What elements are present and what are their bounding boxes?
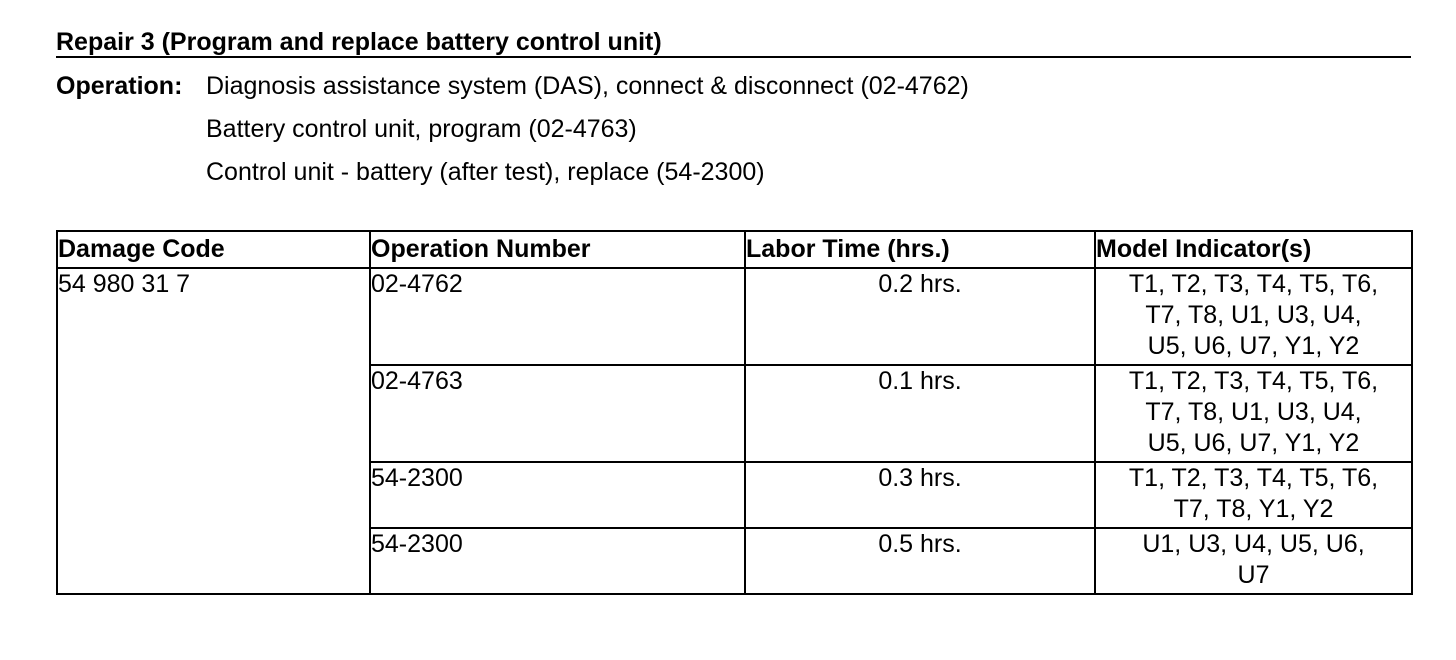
- model-indicators-line: T7, T8, U1, U3, U4,: [1145, 398, 1362, 426]
- model-indicators-line: T7, T8, U1, U3, U4,: [1145, 301, 1362, 329]
- labor-time-cell: 0.5 hrs.: [745, 528, 1095, 594]
- header-operation-number: Operation Number: [370, 231, 745, 268]
- operation-line-2: Battery control unit, program (02-4763): [206, 115, 637, 143]
- model-indicators-line: U7: [1237, 561, 1270, 589]
- operation-number-cell: 02-4762: [370, 268, 745, 365]
- labor-time-cell: 0.2 hrs.: [745, 268, 1095, 365]
- model-indicators-line: T1, T2, T3, T4, T5, T6,: [1128, 367, 1379, 395]
- model-indicators-line: T7, T8, Y1, Y2: [1173, 495, 1334, 523]
- labor-time-cell: 0.1 hrs.: [745, 365, 1095, 462]
- model-indicators-cell: [1095, 462, 1412, 528]
- model-indicators-cell: [1095, 365, 1412, 462]
- operation-number-cell: 54-2300: [370, 462, 745, 528]
- header-labor-time: Labor Time (hrs.): [745, 231, 1095, 268]
- model-indicators-cell: [1095, 528, 1412, 594]
- operation-number-cell: 02-4763: [370, 365, 745, 462]
- model-indicators-line: U5, U6, U7, Y1, Y2: [1147, 429, 1360, 457]
- header-model-indicators: Model Indicator(s): [1095, 231, 1412, 268]
- model-indicators-line: T1, T2, T3, T4, T5, T6,: [1128, 464, 1379, 492]
- table-header-row: [57, 231, 1412, 268]
- model-indicators-line: T1, T2, T3, T4, T5, T6,: [1128, 270, 1379, 298]
- operation-line-3: Control unit - battery (after test), replace (54-2300): [206, 158, 765, 186]
- header-damage-code: Damage Code: [57, 231, 370, 268]
- repair-table: [56, 230, 1413, 595]
- operation-label: Operation:: [56, 72, 183, 100]
- operation-line-1: Diagnosis assistance system (DAS), connect & disconnect (02-4762): [206, 72, 969, 100]
- labor-time-cell: 0.3 hrs.: [745, 462, 1095, 528]
- damage-code-cell: 54 980 31 7: [57, 268, 370, 594]
- model-indicators-cell: [1095, 268, 1412, 365]
- model-indicators-line: U5, U6, U7, Y1, Y2: [1147, 332, 1360, 360]
- model-indicators-line: U1, U3, U4, U5, U6,: [1142, 530, 1365, 558]
- operation-number-cell: 54-2300: [370, 528, 745, 594]
- table-row: [57, 268, 1412, 365]
- repair-title: Repair 3 (Program and replace battery control unit): [56, 28, 1411, 58]
